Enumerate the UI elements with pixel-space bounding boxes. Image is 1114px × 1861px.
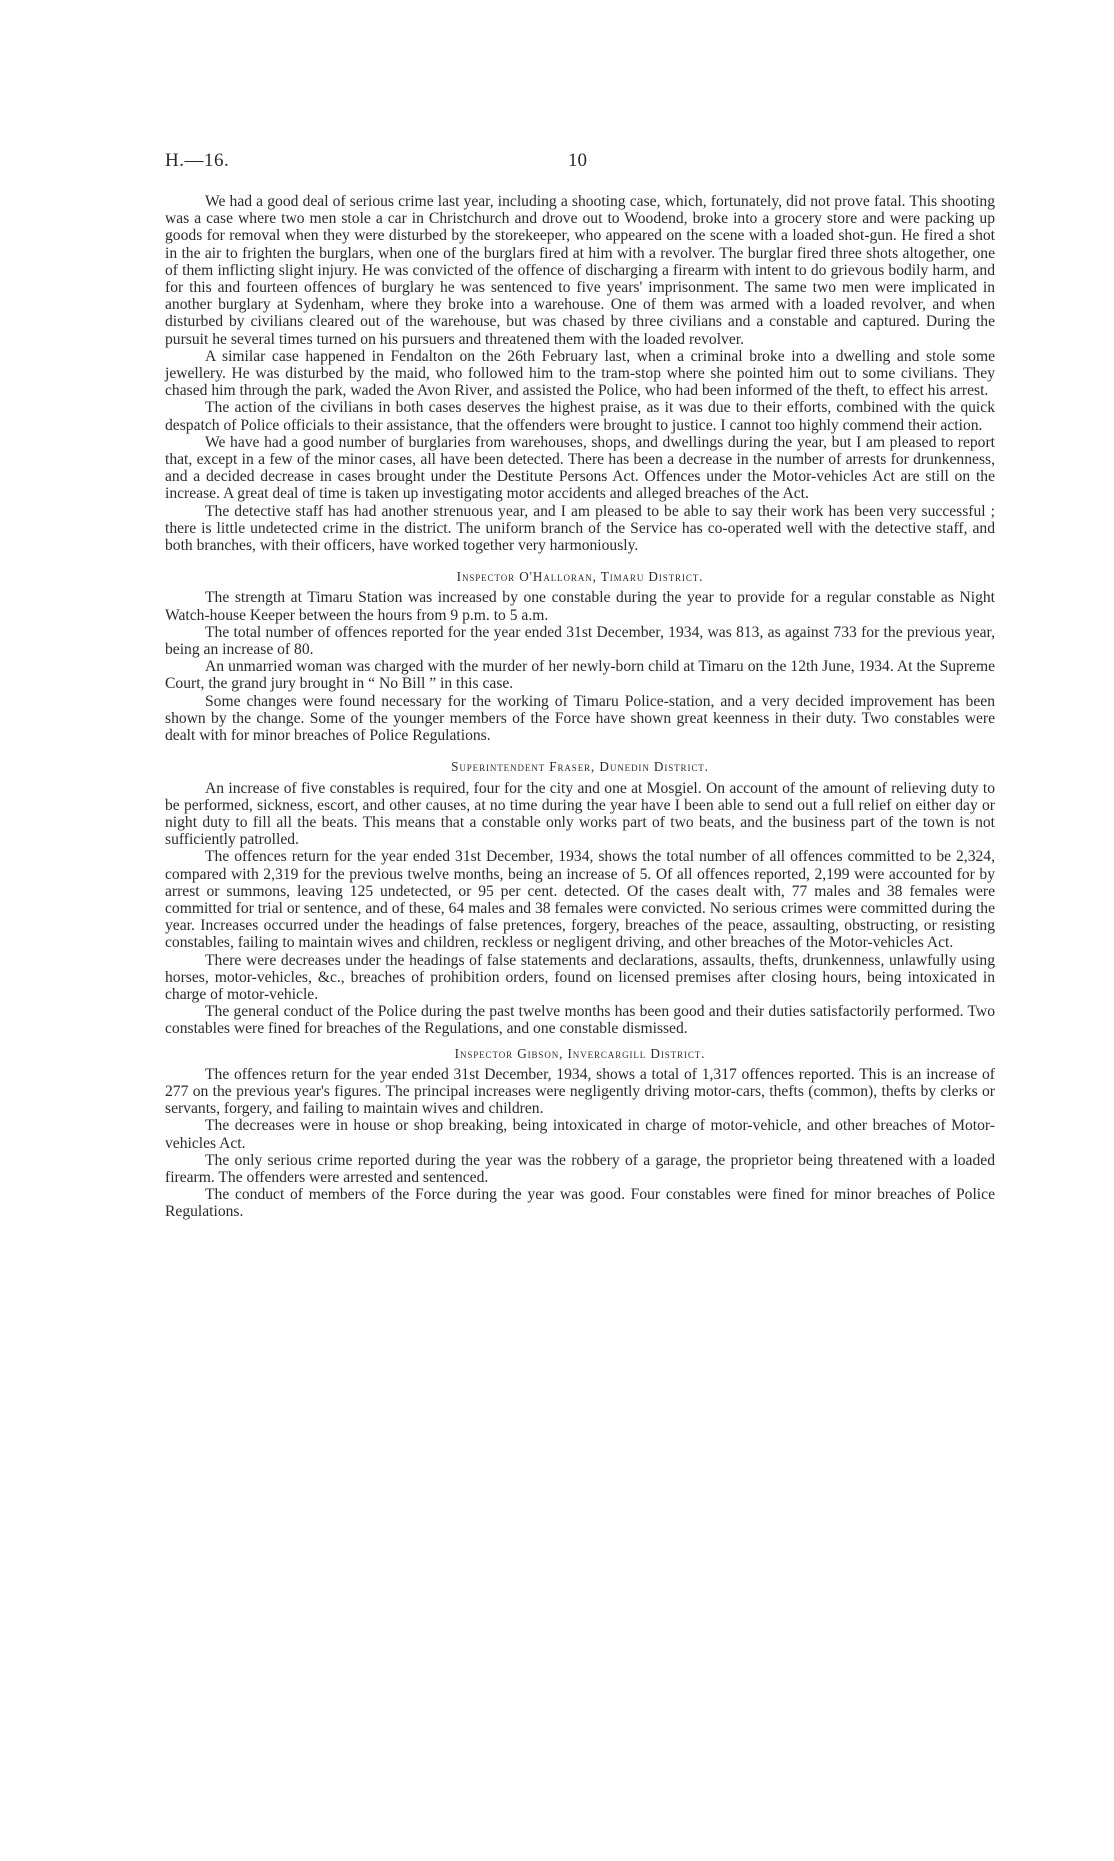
paragraph: The total number of offences reported for the year ended 31st December, 1934, was 813, as against 733 for the previous year, being an increase of 80. xyxy=(165,623,995,659)
paragraph: An increase of five constables is required, four for the city and one at Mosgiel. On account of the amount of relieving duty to be performed, sickness, escort, and other causes, at no time during the year have I been able to send out a full relief on either day or night duty to fill all the beats. This means that a constable only works part of two beats, and the business part of the town is not sufficiently patrolled. xyxy=(165,779,995,849)
paragraph: The strength at Timaru Station was increased by one constable during the year to provide for a regular constable as Night Watch-house Keeper between the hours from 9 p.m. to 5 a.m. xyxy=(165,589,995,624)
report-body xyxy=(165,193,995,1221)
section-heading: Inspector O'Halloran, Timaru District. xyxy=(456,569,704,585)
paragraph: The only serious crime reported during the year was the robbery of a garage, the proprietor being threatened with a loaded firearm. The offenders were arrested and sentenced. xyxy=(165,1151,995,1186)
section-dunedin-district xyxy=(165,758,995,1037)
paragraph: The detective staff has had another strenuous year, and I am pleased to be able to say their work has been very successful ; there is little undetected crime in the district. The uniform branch of the Service has co-operated well with the detective staff, and both branches, with their officers, have worked together very harmoniously. xyxy=(165,502,995,555)
section-continuation xyxy=(165,193,995,554)
paragraph: The offences return for the year ended 31st December, 1934, shows a total of 1,317 offences reported. This is an increase of 277 on the previous year's figures. The principal increases were negligently driving motor-cars, thefts (common), thefts by clerks or servants, forgery, and failing to maintain wives and children. xyxy=(165,1065,995,1118)
paragraph: Some changes were found necessary for the working of Timaru Police-station, and a very decided improvement has been shown by the change. Some of the younger members of the Force have shown great keenness in their duty. Two constables were dealt with for minor breaches of Police Regulations. xyxy=(165,692,995,745)
paragraph: The conduct of members of the Force during the year was good. Four constables were fined for minor breaches of Police Regulations. xyxy=(165,1186,995,1221)
paragraph: We had a good deal of serious crime last year, including a shooting case, which, fortunately, did not prove fatal. This shooting was a case where two men stole a car in Christchurch and drove out to Woodend, broke into a grocery store and were packing up goods for removal when they were disturbed by the storekeeper, who appeared on the scene with a loaded shot-gun. He fired a shot in the air to frighten the burglars, when one of the burglars fired at him with a revolver. The burglar fired three shots altogether, one of them inflicting slight injury. He was convicted of the offence of discharging a firearm with intent to do grievous bodily harm, and for this and fourteen offences of burglary he was sentenced to five years' imprisonment. The same two men were implicated in another burglary at Sydenham, where they broke into a warehouse. One of them was armed with a loaded revolver, and when disturbed by civilians cleared out of the warehouse, but was chased by three civilians and a constable and captured. During the pursuit he several times turned on his pursuers and threatened them with the loaded revolver. xyxy=(165,193,995,348)
paragraph: An unmarried woman was charged with the murder of her newly-born child at Timaru on the 12th June, 1934. At the Supreme Court, the grand jury brought in “ No Bill ” in this case. xyxy=(165,658,995,693)
paragraph: The general conduct of the Police during the past twelve months has been good and their duties satisfactorily performed. Two constables were fined for breaches of the Regulations, and one constable dismissed. xyxy=(165,1003,995,1038)
paragraph: There were decreases under the headings of false statements and declarations, assaults, thefts, drunkenness, unlawfully using horses, motor-vehicles, &c., breaches of prohibition orders, found on licensed premises after closing hours, being intoxicated in charge of motor-vehicle. xyxy=(165,951,995,1003)
page-number: 10 xyxy=(568,150,587,171)
page-header xyxy=(165,150,995,174)
section-timaru-district xyxy=(165,568,995,744)
section-heading: Inspector Gibson, Invercargill District. xyxy=(454,1045,706,1061)
paragraph: The offences return for the year ended 31st December, 1934, shows the total number of all offences committed to be 2,324, compared with 2,319 for the previous twelve months, being an increase of 5. Of all offences reported, 2,199 were accounted for by arrest or summons, leaving 125 undetected, or 95 per cent. detected. Of the cases dealt with, 77 males and 38 females were committed for trial or sentence, and of these, 64 males and 38 females were convicted. No serious crimes were committed during the year. Increases occurred under the headings of false pretences, forgery, breaches of the peace, assaulting, obstructing, or resisting constables, failing to maintain wives and children, reckless or negligent driving, and other breaches of the Motor-vehicles Act. xyxy=(165,848,995,952)
section-heading: Superintendent Fraser, Dunedin District. xyxy=(451,759,709,775)
report-reference: H.—16. xyxy=(165,150,230,171)
paragraph: A similar case happened in Fendalton on the 26th February last, when a criminal broke into a dwelling and stole some jewellery. He was disturbed by the maid, who followed him to the tram-stop where she pointed him out to some civilians. They chased him through the park, waded the Avon River, and assisted the Police, who had been informed of the theft, to effect his arrest. xyxy=(165,347,995,400)
paragraph: We have had a good number of burglaries from warehouses, shops, and dwellings during the year, but I am pleased to report that, except in a few of the minor cases, all have been detected. There has been a decrease in the number of arrests for drunkenness, and a decided decrease in cases brought under the Destitute Persons Act. Offences under the Motor-vehicles Act are still on the increase. A great deal of time is taken up investigating motor accidents and alleged breaches of the Act. xyxy=(165,433,995,503)
section-invercargill-district xyxy=(165,1045,995,1221)
paragraph: The decreases were in house or shop breaking, being intoxicated in charge of motor-vehicle, and other breaches of Motor-vehicles Act. xyxy=(165,1117,995,1152)
paragraph: The action of the civilians in both cases deserves the highest praise, as it was due to their efforts, combined with the quick despatch of Police officials to their assistance, that the offenders were brought to justice. I cannot too highly commend their action. xyxy=(165,399,995,434)
